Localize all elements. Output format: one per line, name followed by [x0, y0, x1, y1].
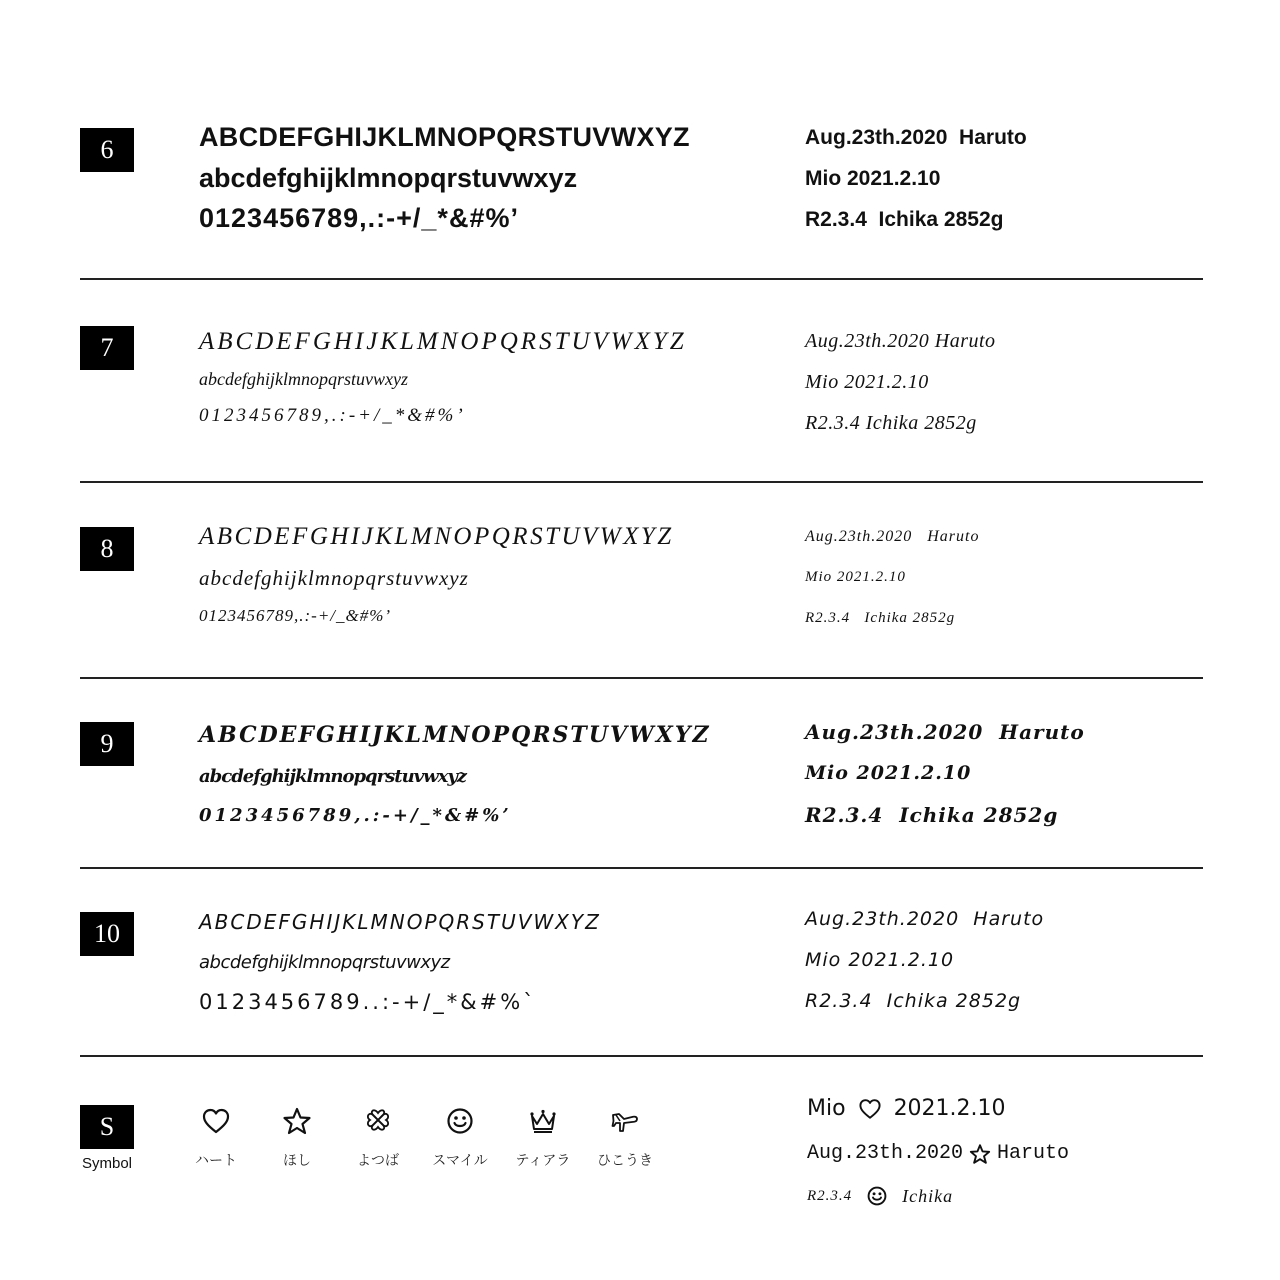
- heart-icon: [858, 1097, 882, 1121]
- font-10-symbols: 0123456789..:-+/_*&#%`: [199, 990, 537, 1014]
- symbol-example-2: [807, 1142, 1069, 1165]
- font-8-lowercase: abcdefghijklmnopqrstuvwxyz: [199, 566, 469, 590]
- font-number-badge-10: 10: [80, 912, 134, 956]
- font-10-lowercase: abcdefghijklmnopqrstuvwxyz: [199, 952, 450, 973]
- section-divider: [80, 1055, 1203, 1057]
- symbol-item-smile: [430, 1106, 490, 1170]
- symbol-example-1-date: 2021.2.10: [893, 1096, 1006, 1121]
- font-6-symbols: 0123456789,.:-+/_*&#%’: [199, 203, 519, 233]
- section-divider: [80, 677, 1203, 679]
- font-7-example-1: Aug.23th.2020 Haruto: [805, 330, 996, 352]
- crown-icon: [528, 1106, 558, 1136]
- symbol-item-airplane: [595, 1106, 655, 1170]
- font-6-uppercase: ABCDEFGHIJKLMNOPQRSTUVWXYZ: [199, 122, 690, 152]
- font-7-example-2: Mio 2021.2.10: [805, 371, 929, 393]
- font-number-badge-9: 9: [80, 722, 134, 766]
- font-9-symbols: 0123456789,.:-+/_*&#%’: [199, 805, 512, 826]
- font-8-uppercase: ABCDEFGHIJKLMNOPQRSTUVWXYZ: [199, 523, 674, 550]
- symbol-label: よつば: [357, 1153, 399, 1169]
- symbol-badge: S: [80, 1105, 134, 1149]
- symbol-label: ほし: [283, 1153, 311, 1169]
- font-6-example-2: Mio 2021.2.10: [805, 167, 941, 190]
- symbol-example-2-name: Haruto: [997, 1142, 1070, 1165]
- font-9-lowercase: abcdefghijklmnopqrstuvwxyz: [199, 766, 467, 787]
- symbol-example-1-name: Mio: [807, 1096, 846, 1121]
- symbol-item-heart: [186, 1106, 246, 1170]
- smile-icon: [445, 1106, 475, 1136]
- font-6-example-3: R2.3.4 Ichika 2852g: [805, 208, 1004, 231]
- font-8-example-1: Aug.23th.2020 Haruto: [805, 528, 980, 545]
- star-icon: [282, 1106, 312, 1136]
- star-icon: [969, 1143, 991, 1165]
- smile-icon: [866, 1185, 888, 1207]
- symbol-example-3-name: Ichika: [902, 1185, 954, 1206]
- heart-icon: [201, 1106, 231, 1136]
- symbol-label: ハート: [195, 1153, 237, 1169]
- font-number-badge-6: 6: [80, 128, 134, 172]
- symbol-example-1: [807, 1096, 1006, 1121]
- font-7-lowercase: abcdefghijklmnopqrstuvwxyz: [199, 369, 408, 389]
- symbol-label: スマイル: [432, 1153, 488, 1169]
- font-9-example-2: Mio 2021.2.10: [805, 762, 972, 784]
- symbol-caption: Symbol: [82, 1155, 133, 1172]
- font-8-symbols: 0123456789,.:-+/_&#%’: [199, 606, 392, 625]
- font-9-example-1: Aug.23th.2020 Haruto: [805, 720, 1085, 744]
- font-9-uppercase: ABCDEFGHIJKLMNOPQRSTUVWXYZ: [199, 722, 711, 748]
- font-10-example-2: Mio 2021.2.10: [805, 949, 955, 971]
- symbol-example-3-date: R2.3.4: [807, 1187, 853, 1204]
- font-9-example-3: R2.3.4 Ichika 2852g: [805, 803, 1059, 827]
- font-7-symbols: 0123456789,.:-+/_*&#%’: [199, 405, 466, 426]
- font-10-example-3: R2.3.4 Ichika 2852g: [805, 990, 1022, 1012]
- section-divider: [80, 278, 1203, 280]
- font-7-uppercase: ABCDEFGHIJKLMNOPQRSTUVWXYZ: [199, 328, 687, 355]
- font-number-badge-8: 8: [80, 527, 134, 571]
- font-6-lowercase: abcdefghijklmnopqrstuvwxyz: [199, 163, 578, 193]
- section-divider: [80, 481, 1203, 483]
- airplane-icon: [610, 1106, 640, 1136]
- symbol-label: ひこうき: [597, 1153, 653, 1169]
- symbol-label: ティアラ: [515, 1153, 571, 1169]
- clover-icon: [363, 1106, 393, 1136]
- symbol-item-crown: [513, 1106, 573, 1170]
- font-6-example-1: Aug.23th.2020 Haruto: [805, 126, 1027, 149]
- section-divider: [80, 867, 1203, 869]
- font-10-example-1: Aug.23th.2020 Haruto: [805, 908, 1045, 930]
- symbol-example-2-date: Aug.23th.2020: [807, 1142, 964, 1165]
- font-7-example-3: R2.3.4 Ichika 2852g: [805, 412, 977, 434]
- font-10-uppercase: ABCDEFGHIJKLMNOPQRSTUVWXYZ: [199, 910, 601, 934]
- symbol-item-star: [267, 1106, 327, 1170]
- font-8-example-3: R2.3.4 Ichika 2852g: [805, 610, 956, 626]
- font-number-badge-7: 7: [80, 326, 134, 370]
- symbol-example-3: [807, 1185, 953, 1207]
- symbol-item-clover: [348, 1106, 408, 1170]
- font-8-example-2: Mio 2021.2.10: [805, 569, 906, 585]
